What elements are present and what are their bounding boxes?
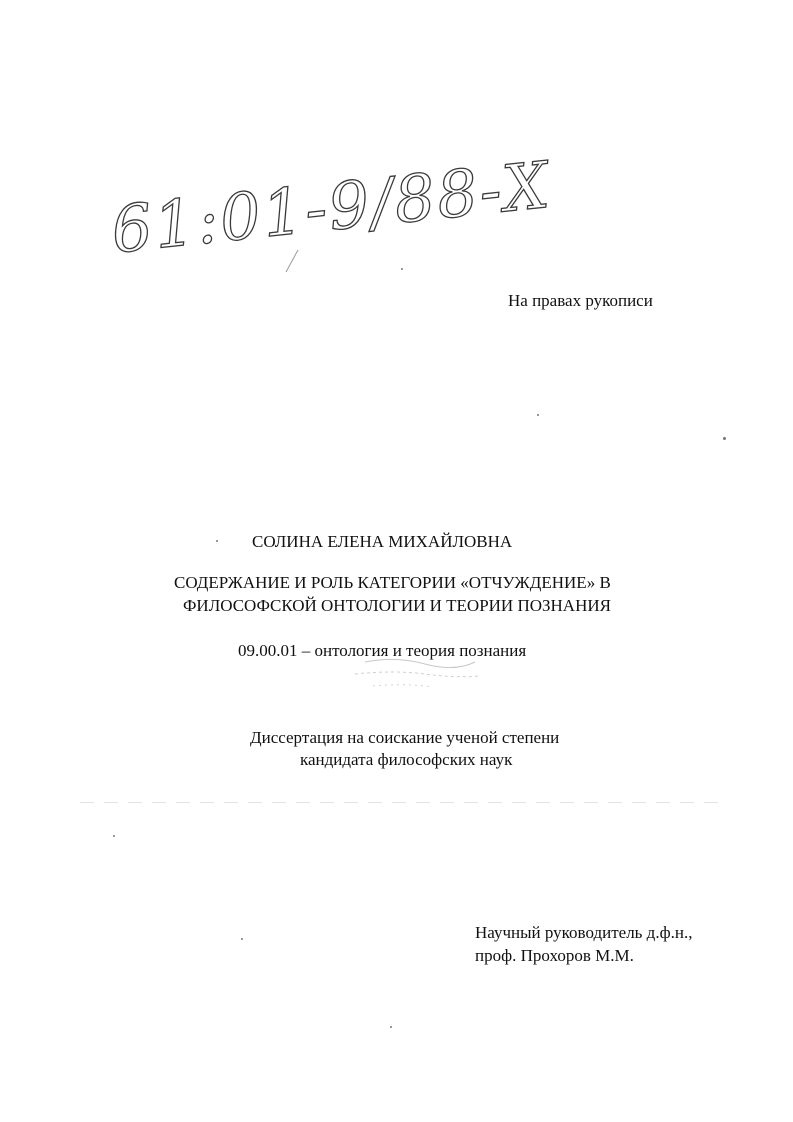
scan-speck [401, 268, 403, 270]
scan-speck [216, 540, 218, 542]
handwritten-code-text: 61:01-9/88-Х [107, 148, 555, 269]
handwritten-catalog-code [107, 148, 555, 278]
degree-line-2: кандидата философских наук [300, 750, 513, 769]
advisor-line-1: Научный руководитель д.ф.н., [475, 923, 693, 942]
handwritten-code-drawing [107, 148, 555, 278]
scan-speck [113, 835, 115, 837]
scan-speck [723, 437, 726, 440]
scan-artifact-line [80, 802, 720, 803]
degree-line-1: Диссертация на соискание ученой степени [250, 728, 560, 747]
thesis-title-line-1: СОДЕРЖАНИЕ И РОЛЬ КАТЕГОРИИ «ОТЧУЖДЕНИЕ» В [174, 573, 611, 592]
rights-note: На правах рукописи [508, 291, 653, 310]
faded-stamp-mark [345, 652, 485, 694]
scan-speck [537, 414, 539, 416]
specialty-code: 09.00.01 – онтология и теория познания [238, 641, 527, 660]
advisor-line-2: проф. Прохоров М.М. [475, 946, 634, 965]
author-name: СОЛИНА ЕЛЕНА МИХАЙЛОВНА [252, 532, 513, 551]
scan-speck [241, 938, 243, 940]
thesis-title-line-2: ФИЛОСОФСКОЙ ОНТОЛОГИИ И ТЕОРИИ ПОЗНАНИЯ [183, 596, 611, 615]
scan-speck [390, 1026, 392, 1028]
